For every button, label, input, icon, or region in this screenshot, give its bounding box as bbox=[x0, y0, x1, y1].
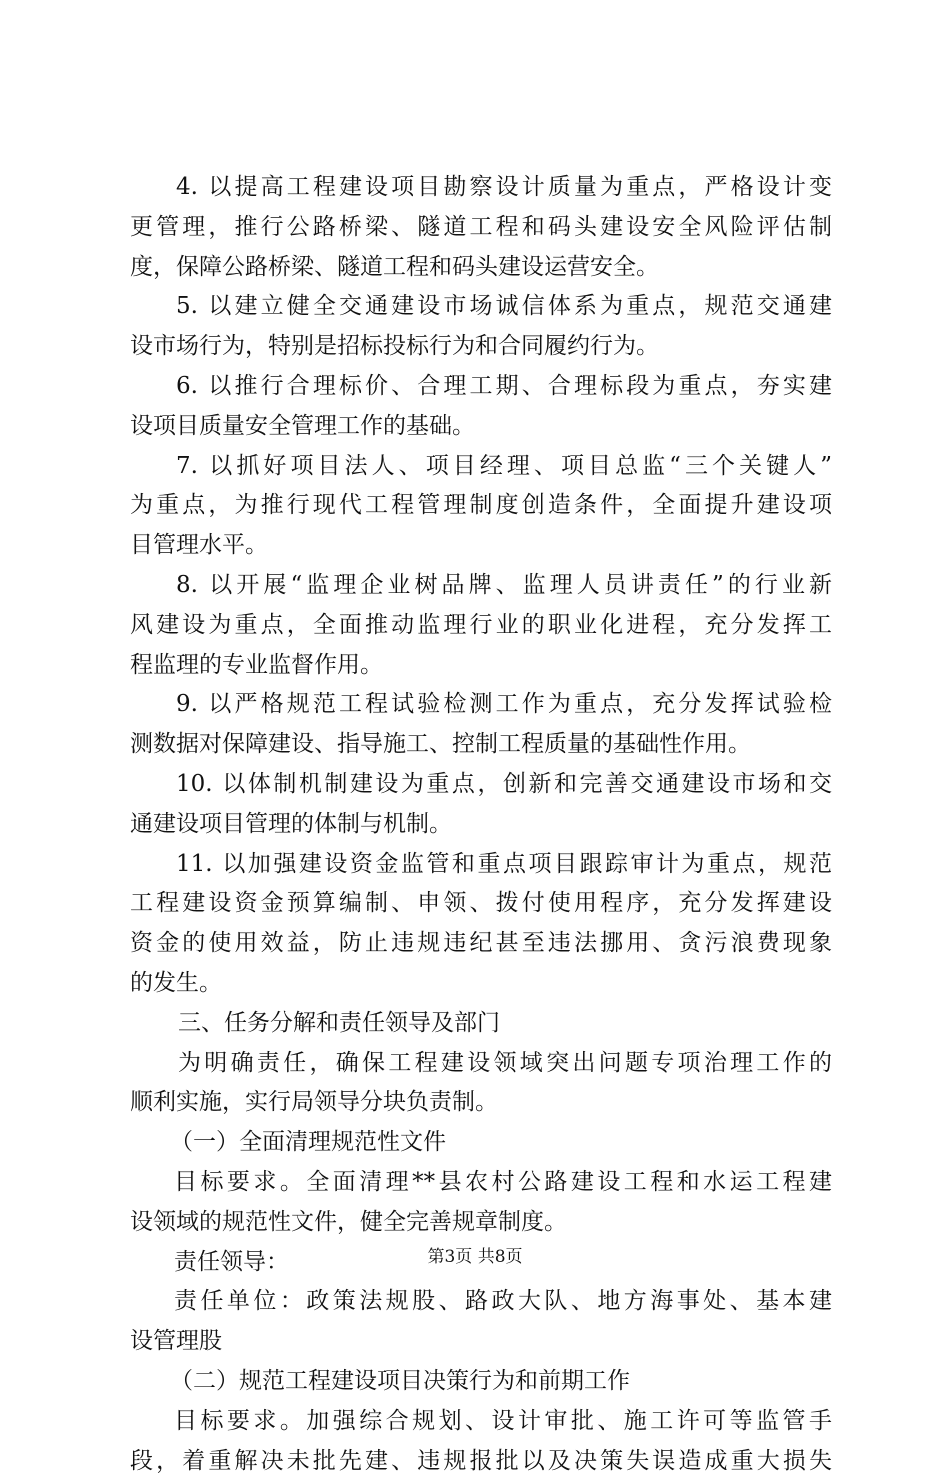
target-requirement-1-line-1: 目标要求。全面清理**县农村公路建设工程和水运工程建 bbox=[130, 1163, 832, 1203]
paragraph-8-line-3: 程监理的专业监督作用。 bbox=[130, 646, 832, 686]
responsible-unit-1-line-1: 责任单位：政策法规股、路政大队、地方海事处、基本建 bbox=[130, 1282, 832, 1322]
paragraph-9-line-2: 测数据对保障建设、指导施工、控制工程质量的基础性作用。 bbox=[130, 725, 832, 765]
paragraph-9-line-1: 9. 以严格规范工程试验检测工作为重点，充分发挥试验检 bbox=[130, 685, 832, 725]
paragraph-11-line-1: 11. 以加强建设资金监管和重点项目跟踪审计为重点，规范 bbox=[130, 845, 832, 885]
paragraph-4-line-3: 度，保障公路桥梁、隧道工程和码头建设运营安全。 bbox=[130, 248, 832, 288]
page-number-footer: 第3页 共8页 bbox=[0, 1245, 950, 1269]
section-heading-3: 三、任务分解和责任领导及部门 bbox=[130, 1004, 832, 1044]
paragraph-5-line-2: 设市场行为，特别是招标投标行为和合同履约行为。 bbox=[130, 327, 832, 367]
paragraph-6-line-2: 设项目质量安全管理工作的基础。 bbox=[130, 407, 832, 447]
paragraph-5-line-1: 5. 以建立健全交通建设市场诚信体系为重点，规范交通建 bbox=[130, 287, 832, 327]
responsibility-intro-line-2: 顺利实施，实行局领导分块负责制。 bbox=[130, 1083, 832, 1123]
responsible-unit-1-line-2: 设管理股 bbox=[130, 1322, 832, 1362]
paragraph-11-line-2: 工程建设资金预算编制、申领、拨付使用程序，充分发挥建设 bbox=[130, 884, 832, 924]
paragraph-6-line-1: 6. 以推行合理标价、合理工期、合理标段为重点，夯实建 bbox=[130, 367, 832, 407]
paragraph-4-line-2: 更管理，推行公路桥梁、隧道工程和码头建设安全风险评估制 bbox=[130, 208, 832, 248]
paragraph-8-line-1: 8. 以开展“监理企业树品牌、监理人员讲责任”的行业新 bbox=[130, 566, 832, 606]
target-requirement-2-line-2: 段，着重解决未批先建、违规报批以及决策失误造成重大损失 bbox=[130, 1442, 832, 1481]
paragraph-7-line-1: 7. 以抓好项目法人、项目经理、项目总监“三个关键人” bbox=[130, 447, 832, 487]
responsibility-intro-line-1: 为明确责任，确保工程建设领域突出问题专项治理工作的 bbox=[130, 1044, 832, 1084]
paragraph-10-line-1: 10. 以体制机制建设为重点，创新和完善交通建设市场和交 bbox=[130, 765, 832, 805]
paragraph-8-line-2: 风建设为重点，全面推动监理行业的职业化进程，充分发挥工 bbox=[130, 606, 832, 646]
paragraph-10-line-2: 通建设项目管理的体制与机制。 bbox=[130, 805, 832, 845]
paragraph-7-line-2: 为重点，为推行现代工程管理制度创造条件，全面提升建设项 bbox=[130, 486, 832, 526]
target-requirement-1-line-2: 设领域的规范性文件，健全完善规章制度。 bbox=[130, 1203, 832, 1243]
responsible-leader-1: 责任领导： bbox=[130, 1243, 832, 1283]
target-requirement-2-line-1: 目标要求。加强综合规划、设计审批、施工许可等监管手 bbox=[130, 1402, 832, 1442]
paragraph-4-line-1: 4. 以提高工程建设项目勘察设计质量为重点，严格设计变 bbox=[130, 168, 832, 208]
document-body bbox=[130, 168, 832, 1481]
subsection-heading-2: （二）规范工程建设项目决策行为和前期工作 bbox=[130, 1362, 832, 1402]
paragraph-11-line-4: 的发生。 bbox=[130, 964, 832, 1004]
subsection-heading-1: （一）全面清理规范性文件 bbox=[130, 1123, 832, 1163]
paragraph-11-line-3: 资金的使用效益，防止违规违纪甚至违法挪用、贪污浪费现象 bbox=[130, 924, 832, 964]
paragraph-7-line-3: 目管理水平。 bbox=[130, 526, 832, 566]
